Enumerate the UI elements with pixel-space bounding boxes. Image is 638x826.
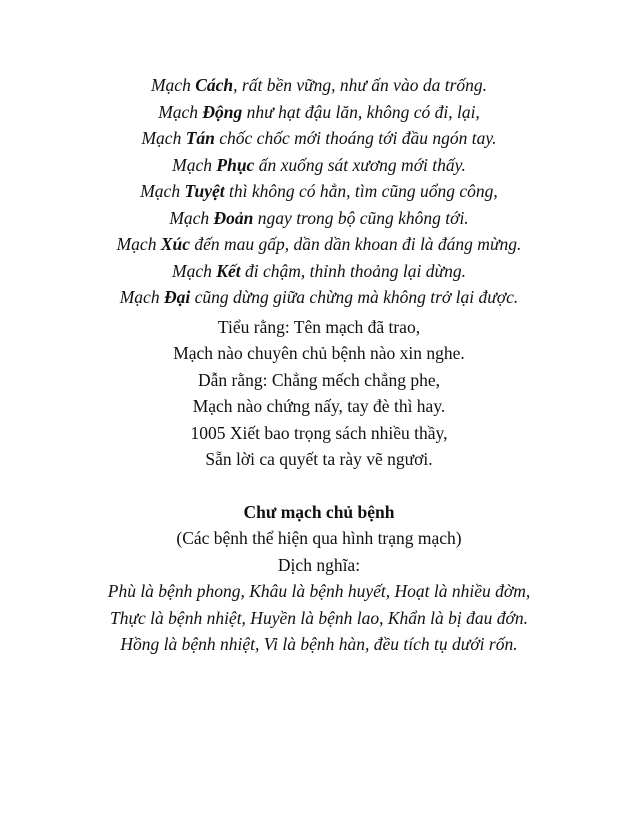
pulse-term: Phục [216, 154, 255, 175]
section-subtitle: (Các bệnh thể hiện qua hình trạng mạch) [176, 528, 462, 548]
poem-line: Dẫn rằng: Chẳng mếch chẳng phe, [197, 369, 440, 390]
verse-line: Mạch Đại cũng dừng giữa chừng mà không trở lại được. [119, 287, 519, 307]
section-heading [100, 499, 538, 579]
verse-line: Mạch Xúc đến mau gấp, dần dần khoan đi là đáng mừng. [116, 234, 522, 254]
verse-line: Mạch Tuyệt thì không có hẳn, tìm cũng uổng công, [140, 181, 498, 201]
verse-line: Mạch Động như hạt đậu lăn, không có đi, lại, [158, 101, 480, 122]
verse-line: Mạch Phục ấn xuống sát xương mới thấy. [172, 154, 466, 175]
poem-stanza [100, 314, 538, 473]
verse-line: Mạch Cách, rất bền vững, như ấn vào da trống. [150, 75, 488, 95]
poem-line: 1005 Xiết bao trọng sách nhiều thầy, [190, 422, 448, 443]
section-title: Chư mạch chủ bệnh [243, 501, 395, 522]
pulse-term: Đại [163, 287, 191, 307]
translation-line: Phù là bệnh phong, Khâu là bệnh huyết, Hoạt là nhiều đờm, [107, 581, 531, 601]
translation-label: Dịch nghĩa: [277, 554, 361, 575]
translation-block [100, 578, 538, 658]
pulse-term: Tán [185, 128, 215, 148]
verse-line: Mạch Đoản ngay trong bộ cũng không tới. [169, 207, 469, 228]
verse-line: Mạch Kết đi chậm, thỉnh thoảng lại dừng. [172, 260, 466, 281]
pulse-term: Xúc [160, 234, 191, 254]
pulse-term: Động [202, 101, 243, 122]
poem-line: Mạch nào chuyên chủ bệnh nào xin nghe. [173, 343, 465, 363]
pulse-term: Kết [216, 260, 241, 281]
pulse-term: Cách [195, 75, 234, 95]
pulse-term: Tuyệt [184, 181, 225, 201]
poem-line: Sẵn lời ca quyết ta rày vẽ ngươi. [205, 449, 433, 469]
poem-line: Mạch nào chứng nấy, tay đè thì hay. [192, 396, 446, 416]
poem-line: Tiểu rằng: Tên mạch đã trao, [217, 316, 421, 337]
pulse-term: Đoản [213, 207, 254, 228]
translation-line: Hồng là bệnh nhiệt, Vi là bệnh hàn, đều tích tụ dưới rốn. [120, 634, 518, 654]
pulse-verses [100, 72, 538, 311]
translation-line: Thực là bệnh nhiệt, Huyền là bệnh lao, Khẩn là bị đau đớn. [110, 607, 528, 628]
verse-line: Mạch Tán chốc chốc mới thoáng tới đầu ngón tay. [141, 128, 497, 148]
document-page [100, 72, 538, 658]
